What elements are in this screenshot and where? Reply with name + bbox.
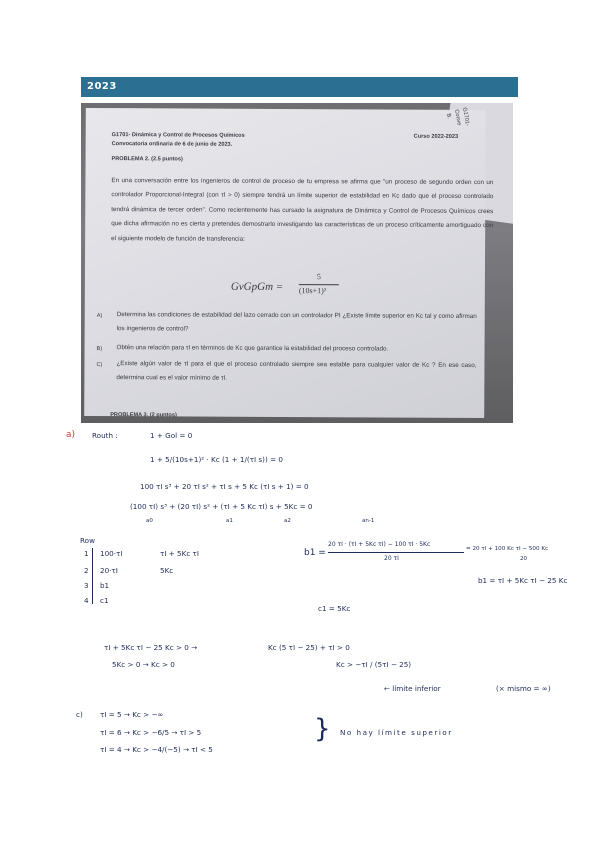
c1-result: c1 = 5Kc <box>318 604 351 613</box>
case-3: τI = 4 → Kc > −4/(−5) → τI < 5 <box>100 745 213 754</box>
exam-sheet <box>84 108 494 419</box>
problem-intro: En una conversación entre los ingenieros de control de proceso de tu empresa se afirma que "un proceso de segundo orden con un controlador Proporcional-Integral (con τI > 0) siempre tendrá un límite superior de estabilidad en Kc dado que el proceso controlado tendrá dinámica de tercer orden". Como recientemente has cursado la asignatura de Dinámica y Control de Procesos Químicos crees que dicha afirmación no es cierta y pretendes demostrarlo investigando las características de un proceso críticamente amortiguado con el siguiente modelo de función de transferencia: <box>111 177 494 243</box>
equation-2: 1 + 5/(10s+1)² · Kc (1 + 1/(τI s)) = 0 <box>150 455 283 464</box>
coef-a0: a0 <box>146 518 153 524</box>
question-a-label: A) <box>96 313 103 320</box>
conclusion: No hay límite superior <box>340 728 453 737</box>
condition-1: τI + 5Kc τI − 25 Kc > 0 → <box>104 643 198 652</box>
question-b: Obtén una relación para τI en términos de Kc que garantice la estabilidad del proceso controlado. <box>116 344 389 353</box>
case-1: τI = 5 → Kc > −∞ <box>100 710 164 719</box>
routh-row-2-col1: 20·τI <box>100 566 118 575</box>
b1-result: b1 = τI + 5Kc τI − 25 Kc <box>478 576 568 585</box>
b1-lhs: b1 = <box>304 548 326 558</box>
equation-3: 100 τI s³ + 20 τI s² + τI s + 5 Kc (τI s + 1) = 0 <box>140 482 309 491</box>
problem-title: PROBLEMA 2. (2.5 puntos) <box>111 156 183 163</box>
routh-table-divider <box>92 548 93 604</box>
b1-fraction-bar <box>328 552 464 553</box>
case-2: τI = 6 → Kc > −6/5 → τI > 5 <box>100 728 202 737</box>
part-c-label: c) <box>76 710 83 719</box>
question-b-label: B) <box>96 346 103 353</box>
equation-1: 1 + Gol = 0 <box>150 431 193 440</box>
b1-middle: = 20 τI + 100 Kc τI − 500 Kc <box>466 546 549 552</box>
routh-row-4-col1: c1 <box>100 596 109 605</box>
routh-row-2-index: 2 <box>84 566 89 575</box>
year-banner: 2023 <box>81 77 518 97</box>
routh-row-2-col2: 5Kc <box>160 566 174 575</box>
b1-middle-den: 20 <box>520 556 528 562</box>
coef-a2: a2 <box>284 518 291 524</box>
side-note-1: G1701- <box>461 107 471 127</box>
transfer-function-bar <box>299 284 339 285</box>
transfer-function-den: (10s+1)² <box>298 286 327 296</box>
routh-row-4-index: 4 <box>84 596 89 605</box>
routh-row-1-index: 1 <box>84 549 89 558</box>
transfer-function-lhs: GvGpGm = <box>230 280 284 293</box>
coef-a3: an-1 <box>362 518 375 524</box>
limit-note: ← límite inferior <box>384 684 441 693</box>
convocatoria: Convocatoria ordinaria de 6 de junio de 2023. <box>111 141 233 148</box>
coef-a1: a1 <box>226 518 233 524</box>
routh-row-3-col1: b1 <box>100 581 110 590</box>
routh-row-1-col2: τI + 5Kc τI <box>160 549 200 558</box>
condition-1b: Kc (5 τI − 25) + τI > 0 <box>268 643 350 652</box>
exam-photo <box>81 103 513 423</box>
condition-1c: Kc > −τI / (5τI − 25) <box>336 660 412 669</box>
side-note-3: B. <box>445 113 452 120</box>
part-a-label: a) <box>66 430 76 440</box>
question-a: Determina las condiciones de estabilidad del lazo cerrado con un controlador PI ¿Existe límite superior en Kc tal y como afirman los ingenieros de control? <box>116 311 477 333</box>
routh-row-3-index: 3 <box>84 581 89 590</box>
b1-numerator: 20 τI · (τI + 5Kc τI) − 100 τI · 5Kc <box>328 541 431 548</box>
curso: Curso 2022-2023 <box>413 133 459 140</box>
course-code: G1701- Dinámica y Control de Procesos Químicos <box>111 132 245 139</box>
limit-note-2: (× mismo = ∞) <box>496 684 551 693</box>
equation-4: (100 τI) s³ + (20 τI) s² + (τI + 5 Kc τI) s + 5Kc = 0 <box>130 502 313 511</box>
question-c-label: C) <box>96 362 103 369</box>
routh-row-label: Row <box>80 536 95 545</box>
routh-label: Routh : <box>92 431 118 440</box>
brace: } <box>314 714 331 744</box>
next-problem: PROBLEMA 3. (2 puntos) <box>110 412 177 419</box>
side-note-2: Conve <box>453 109 462 126</box>
routh-row-1-col1: 100·τI <box>100 549 123 558</box>
condition-2: 5Kc > 0 → Kc > 0 <box>112 660 175 669</box>
b1-denominator: 20 τI <box>384 555 399 562</box>
transfer-function-num: 5 <box>316 272 321 282</box>
question-c: ¿Existe algún valor de τI para el que el proceso controlado siempre sea estable para cualquier valor de Kc ? En ese caso, determina cual es el valor mínimo de τI. <box>116 360 477 382</box>
